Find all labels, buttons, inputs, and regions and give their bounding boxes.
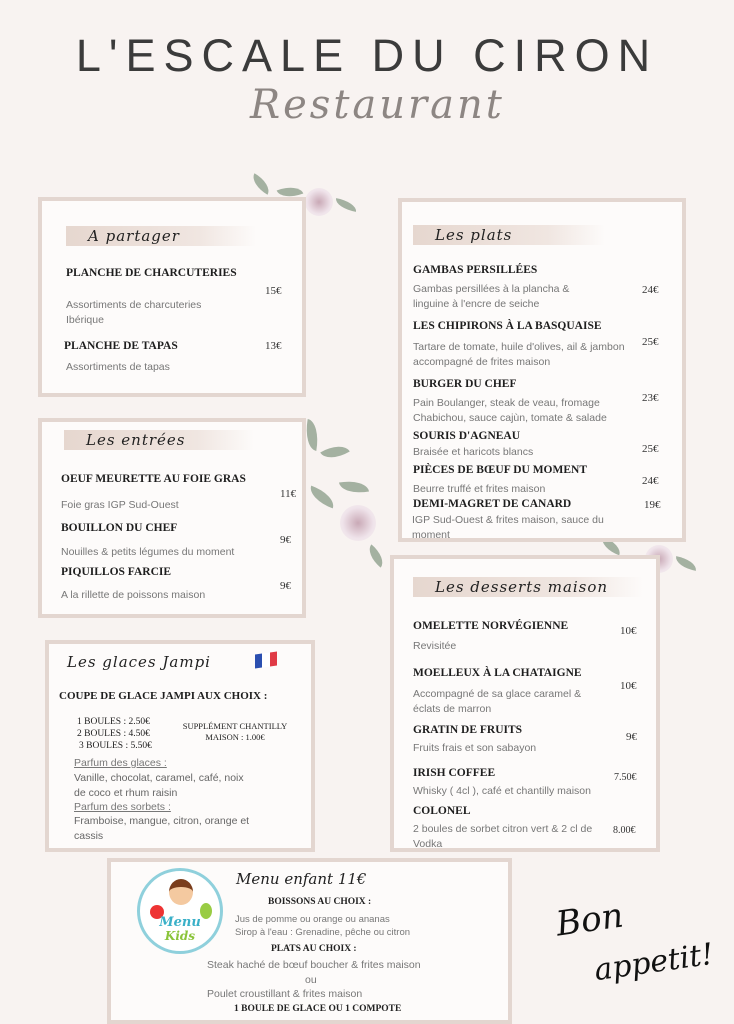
item-price: 9€	[280, 534, 291, 546]
item-description: Whisky ( 4cl ), café et chantilly maison	[413, 785, 591, 797]
item-name: BOUILLON DU CHEF	[61, 522, 178, 534]
item-name: DEMI-MAGRET DE CANARD	[413, 498, 572, 510]
plats-title: PLATS AU CHOIX :	[271, 944, 357, 954]
section-heading: Les entrées	[64, 430, 254, 450]
section-heading: Les glaces Jampi	[67, 653, 211, 671]
item-price: 25€	[642, 443, 659, 455]
restaurant-title: L'ESCALE DU CIRON	[75, 30, 659, 81]
item-name: PLANCHE DE CHARCUTERIES	[66, 267, 237, 279]
item-price: 11€	[280, 488, 297, 500]
item-price: 7.50€	[614, 772, 637, 783]
item-description: Gambas persillées à la plancha & linguine à l'encre de seiche	[413, 283, 570, 310]
item-name: PIÈCES DE BŒUF DU MOMENT	[413, 464, 587, 476]
logo-menu-text: Menu	[159, 915, 201, 930]
item-description: Braisée et haricots blancs	[413, 446, 534, 458]
item-price: 9€	[280, 580, 291, 592]
item-description: 2 boules de sorbet citron vert & 2 cl de Vodka	[413, 823, 593, 850]
boules-price: 3 BOULES : 5.50€	[79, 741, 152, 751]
parfum-sorbets-label: Parfum des sorbets :	[74, 801, 171, 813]
plat-option: Steak haché de bœuf boucher & frites maison	[207, 959, 421, 971]
boisson-option: Jus de pomme ou orange ou ananas	[235, 914, 390, 925]
item-name: OEUF MEURETTE AU FOIE GRAS	[61, 473, 246, 485]
item-description: Tartare de tomate, huile d'olives, ail & jambon accompagné de frites maison	[413, 341, 625, 368]
item-name: MOELLEUX À LA CHATAIGNE	[413, 667, 582, 679]
item-name: SOURIS D'AGNEAU	[413, 430, 521, 442]
item-name: IRISH COFFEE	[413, 767, 496, 779]
item-description: Pain Boulanger, steak de veau, fromage Chabichou, sauce cajùn, tomate & salade	[413, 397, 607, 424]
item-name: LES CHIPIRONS À LA BASQUAISE	[413, 320, 602, 332]
boissons-title: BOISSONS AU CHOIX :	[268, 897, 372, 907]
item-name: PIQUILLOS FARCIE	[61, 566, 172, 578]
item-price: 19€	[644, 499, 661, 511]
section-heading: Les desserts maison	[413, 577, 643, 597]
item-price: 10€	[620, 625, 637, 637]
supplement-chantilly: SUPPLÉMENT CHANTILLY MAISON : 1.00€	[182, 721, 288, 742]
child-face-icon	[169, 879, 193, 905]
item-name: OMELETTE NORVÉGIENNE	[413, 620, 569, 632]
item-description: Assortiments de charcuteries Ibérique	[66, 299, 202, 326]
item-price: 15€	[265, 285, 282, 297]
boules-price: 1 BOULES : 2.50€	[77, 717, 150, 727]
plat-option: Poulet croustillant & frites maison	[207, 988, 363, 1000]
plat-separator: ou	[305, 974, 317, 986]
logo-kids-text: Kids	[164, 929, 196, 943]
boisson-option: Sirop à l'eau : Grenadine, pêche ou citron	[235, 927, 411, 938]
section-heading: A partager	[66, 226, 256, 246]
parfum-glaces-list: Vanille, chocolat, caramel, café, noix de coco et rhum raisin	[74, 772, 244, 799]
item-description: Assortiments de tapas	[66, 361, 170, 373]
item-name: GAMBAS PERSILLÉES	[413, 264, 538, 276]
parfum-sorbets-list: Framboise, mangue, citron, orange et cassis	[74, 815, 250, 842]
item-description: IGP Sud-Ouest & frites maison, sauce du moment	[412, 514, 604, 541]
section-desserts	[390, 555, 660, 852]
parfum-glaces-label: Parfum des glaces :	[74, 757, 167, 769]
section-entrees	[38, 418, 306, 618]
item-description: Revisitée	[413, 640, 457, 652]
boules-price: 2 BOULES : 4.50€	[77, 729, 150, 739]
item-price: 23€	[642, 392, 659, 404]
item-description: Foie gras IGP Sud-Ouest	[61, 499, 179, 511]
french-flag-icon	[255, 651, 277, 668]
item-description: A la rillette de poissons maison	[61, 589, 206, 601]
bon-appetit-line2: appetit!	[592, 936, 716, 989]
section-menu-enfant	[107, 858, 512, 1024]
item-name: GRATIN DE FRUITS	[413, 724, 523, 736]
section-plats	[398, 198, 686, 542]
section-a-partager	[38, 197, 306, 397]
item-price: 10€	[620, 680, 637, 692]
menu-kids-logo	[137, 868, 223, 954]
item-price: 24€	[642, 284, 659, 296]
glaces-title: COUPE DE GLACE JAMPI AUX CHOIX :	[59, 690, 268, 702]
bon-appetit-line1: Bon	[553, 895, 626, 945]
section-heading: Les plats	[413, 225, 605, 245]
item-description: Accompagné de sa glace caramel & éclats de marron	[413, 688, 582, 715]
restaurant-subtitle: Restaurant	[250, 82, 505, 128]
item-description: Beurre truffé et frites maison	[413, 483, 546, 495]
item-description: Fruits frais et son sabayon	[413, 742, 537, 754]
section-glaces	[45, 640, 315, 852]
item-name: BURGER DU CHEF	[413, 378, 517, 390]
item-description: Nouilles & petits légumes du moment	[61, 546, 235, 558]
item-name: COLONEL	[413, 805, 471, 817]
item-price: 25€	[642, 336, 659, 348]
dessert-option: 1 BOULE DE GLACE OU 1 COMPOTE	[234, 1004, 402, 1014]
item-price: 9€	[626, 731, 637, 743]
item-price: 8.00€	[613, 825, 636, 836]
item-name: PLANCHE DE TAPAS	[64, 340, 178, 352]
item-price: 13€	[265, 340, 282, 352]
menu-enfant-heading: Menu enfant 11€	[236, 870, 367, 888]
item-price: 24€	[642, 475, 659, 487]
